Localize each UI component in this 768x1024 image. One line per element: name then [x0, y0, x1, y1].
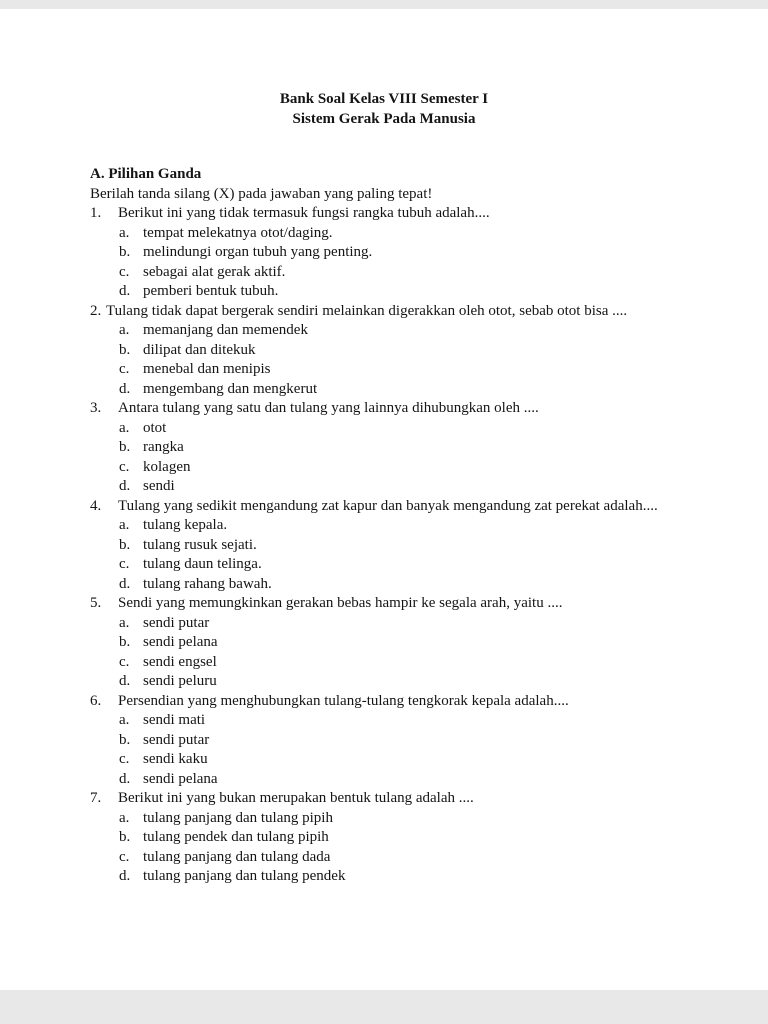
option-row [119, 341, 718, 361]
option-row [119, 672, 718, 692]
question-item [90, 789, 718, 887]
section-heading: A. Pilihan Ganda [90, 166, 202, 182]
option-list [119, 224, 718, 302]
option-text: otot [143, 419, 167, 436]
question-number: 3. [90, 400, 102, 416]
question-row [90, 204, 718, 224]
option-list [119, 809, 718, 887]
option-list [119, 711, 718, 789]
question-row [90, 399, 718, 419]
option-row [119, 536, 718, 556]
option-text: sendi kaku [143, 751, 208, 767]
option-row [119, 828, 718, 848]
option-row [119, 711, 718, 731]
option-text: sendi pelana [143, 770, 218, 787]
option-row [119, 653, 718, 673]
option-text: sendi pelana [143, 634, 218, 650]
option-text: sendi engsel [143, 653, 217, 670]
option-text: sendi mati [143, 712, 206, 728]
option-letter: c. [119, 751, 130, 767]
instruction-text: Berilah tanda silang (X) pada jawaban yang paling tepat! [90, 185, 433, 202]
document-subtitle: Sistem Gerak Pada Manusia [292, 111, 476, 127]
option-text: sendi peluru [143, 673, 217, 689]
option-row [119, 321, 718, 341]
question-row [90, 497, 718, 517]
option-letter: d. [119, 380, 131, 397]
question-number: 2. [90, 302, 102, 319]
question-list [90, 204, 718, 887]
option-text: rangka [143, 439, 184, 455]
question-item [90, 497, 718, 595]
question-text: Berikut ini yang bukan merupakan bentuk tulang adalah .... [118, 790, 474, 806]
option-text: melindungi organ tubuh yang penting. [143, 244, 373, 260]
option-text: tempat melekatnya otot/daging. [143, 224, 333, 241]
question-item [90, 692, 718, 790]
option-row [119, 438, 718, 458]
option-letter: c. [119, 458, 130, 475]
option-row [119, 380, 718, 400]
option-list [119, 614, 718, 692]
option-row [119, 555, 718, 575]
option-text: tulang pendek dan tulang pipih [143, 829, 329, 845]
option-row [119, 243, 718, 263]
question-number: 5. [90, 595, 102, 611]
option-letter: b. [119, 439, 131, 455]
option-text: tulang rusuk sejati. [143, 536, 257, 553]
option-text: tulang panjang dan tulang pendek [143, 868, 346, 884]
option-letter: d. [119, 478, 131, 494]
option-row [119, 282, 718, 302]
option-row [119, 770, 718, 790]
option-letter: b. [119, 634, 131, 650]
option-text: sendi putar [143, 731, 210, 748]
option-row [119, 614, 718, 634]
option-text: dilipat dan ditekuk [143, 341, 256, 358]
question-row [90, 789, 718, 809]
option-text: mengembang dan mengkerut [143, 380, 318, 397]
option-letter: d. [119, 868, 131, 884]
option-letter: a. [119, 322, 130, 338]
option-letter: b. [119, 731, 131, 748]
option-row [119, 263, 718, 283]
option-letter: b. [119, 341, 131, 358]
question-number: 6. [90, 692, 102, 709]
option-letter: a. [119, 712, 130, 728]
option-row [119, 224, 718, 244]
option-letter: d. [119, 673, 131, 689]
question-number: 4. [90, 497, 102, 514]
option-row [119, 731, 718, 751]
option-text: menebal dan menipis [143, 361, 271, 377]
option-text: memanjang dan memendek [143, 322, 308, 338]
document-page [0, 9, 768, 990]
question-number: 7. [90, 790, 102, 806]
option-letter: c. [119, 848, 130, 865]
question-text: Sendi yang memungkinkan gerakan bebas hampir ke segala arah, yaitu .... [118, 595, 563, 611]
option-row [119, 867, 718, 887]
option-text: tulang panjang dan tulang pipih [143, 809, 333, 826]
option-letter: c. [119, 653, 130, 670]
question-row [90, 302, 718, 322]
option-row [119, 633, 718, 653]
option-list [119, 321, 718, 399]
option-row [119, 360, 718, 380]
question-item [90, 594, 718, 692]
option-row [119, 477, 718, 497]
title-block [50, 89, 718, 129]
option-letter: d. [119, 575, 131, 592]
option-row [119, 848, 718, 868]
option-letter: d. [119, 770, 131, 787]
question-text: Berikut ini yang tidak termasuk fungsi rangka tubuh adalah.... [118, 205, 490, 221]
option-row [119, 419, 718, 439]
option-text: tulang rahang bawah. [143, 575, 272, 592]
question-row [90, 594, 718, 614]
option-text: tulang daun telinga. [143, 556, 262, 572]
option-list [119, 419, 718, 497]
option-row [119, 809, 718, 829]
option-letter: a. [119, 517, 130, 533]
option-row [119, 750, 718, 770]
option-letter: a. [119, 419, 130, 436]
option-text: sebagai alat gerak aktif. [143, 263, 286, 280]
question-text: Antara tulang yang satu dan tulang yang lainnya dihubungkan oleh .... [118, 400, 539, 416]
option-row [119, 516, 718, 536]
option-text: tulang panjang dan tulang dada [143, 848, 331, 865]
document-title: Bank Soal Kelas VIII Semester I [279, 91, 489, 107]
option-letter: d. [119, 283, 131, 299]
option-text: tulang kepala. [143, 517, 228, 533]
question-item [90, 204, 718, 302]
document-content [0, 9, 768, 887]
option-text: kolagen [143, 458, 191, 475]
question-item [90, 399, 718, 497]
option-row [119, 458, 718, 478]
option-letter: c. [119, 361, 130, 377]
option-row [119, 575, 718, 595]
option-letter: b. [119, 829, 131, 845]
question-text: Persendian yang menghubungkan tulang-tulang tengkorak kepala adalah.... [118, 692, 569, 709]
option-letter: c. [119, 556, 130, 572]
question-number: 1. [90, 205, 102, 221]
option-text: sendi putar [143, 614, 210, 631]
option-text: sendi [143, 478, 175, 494]
option-letter: c. [119, 263, 130, 280]
option-list [119, 516, 718, 594]
option-letter: b. [119, 536, 131, 553]
question-text: Tulang yang sedikit mengandung zat kapur dan banyak mengandung zat perekat adalah.... [118, 497, 658, 514]
option-letter: a. [119, 224, 130, 241]
option-text: pemberi bentuk tubuh. [143, 283, 279, 299]
question-item [90, 302, 718, 400]
option-letter: b. [119, 244, 131, 260]
question-text: Tulang tidak dapat bergerak sendiri melainkan digerakkan oleh otot, sebab otot bisa .... [106, 302, 628, 319]
option-letter: a. [119, 614, 130, 631]
question-row [90, 692, 718, 712]
option-letter: a. [119, 809, 130, 826]
